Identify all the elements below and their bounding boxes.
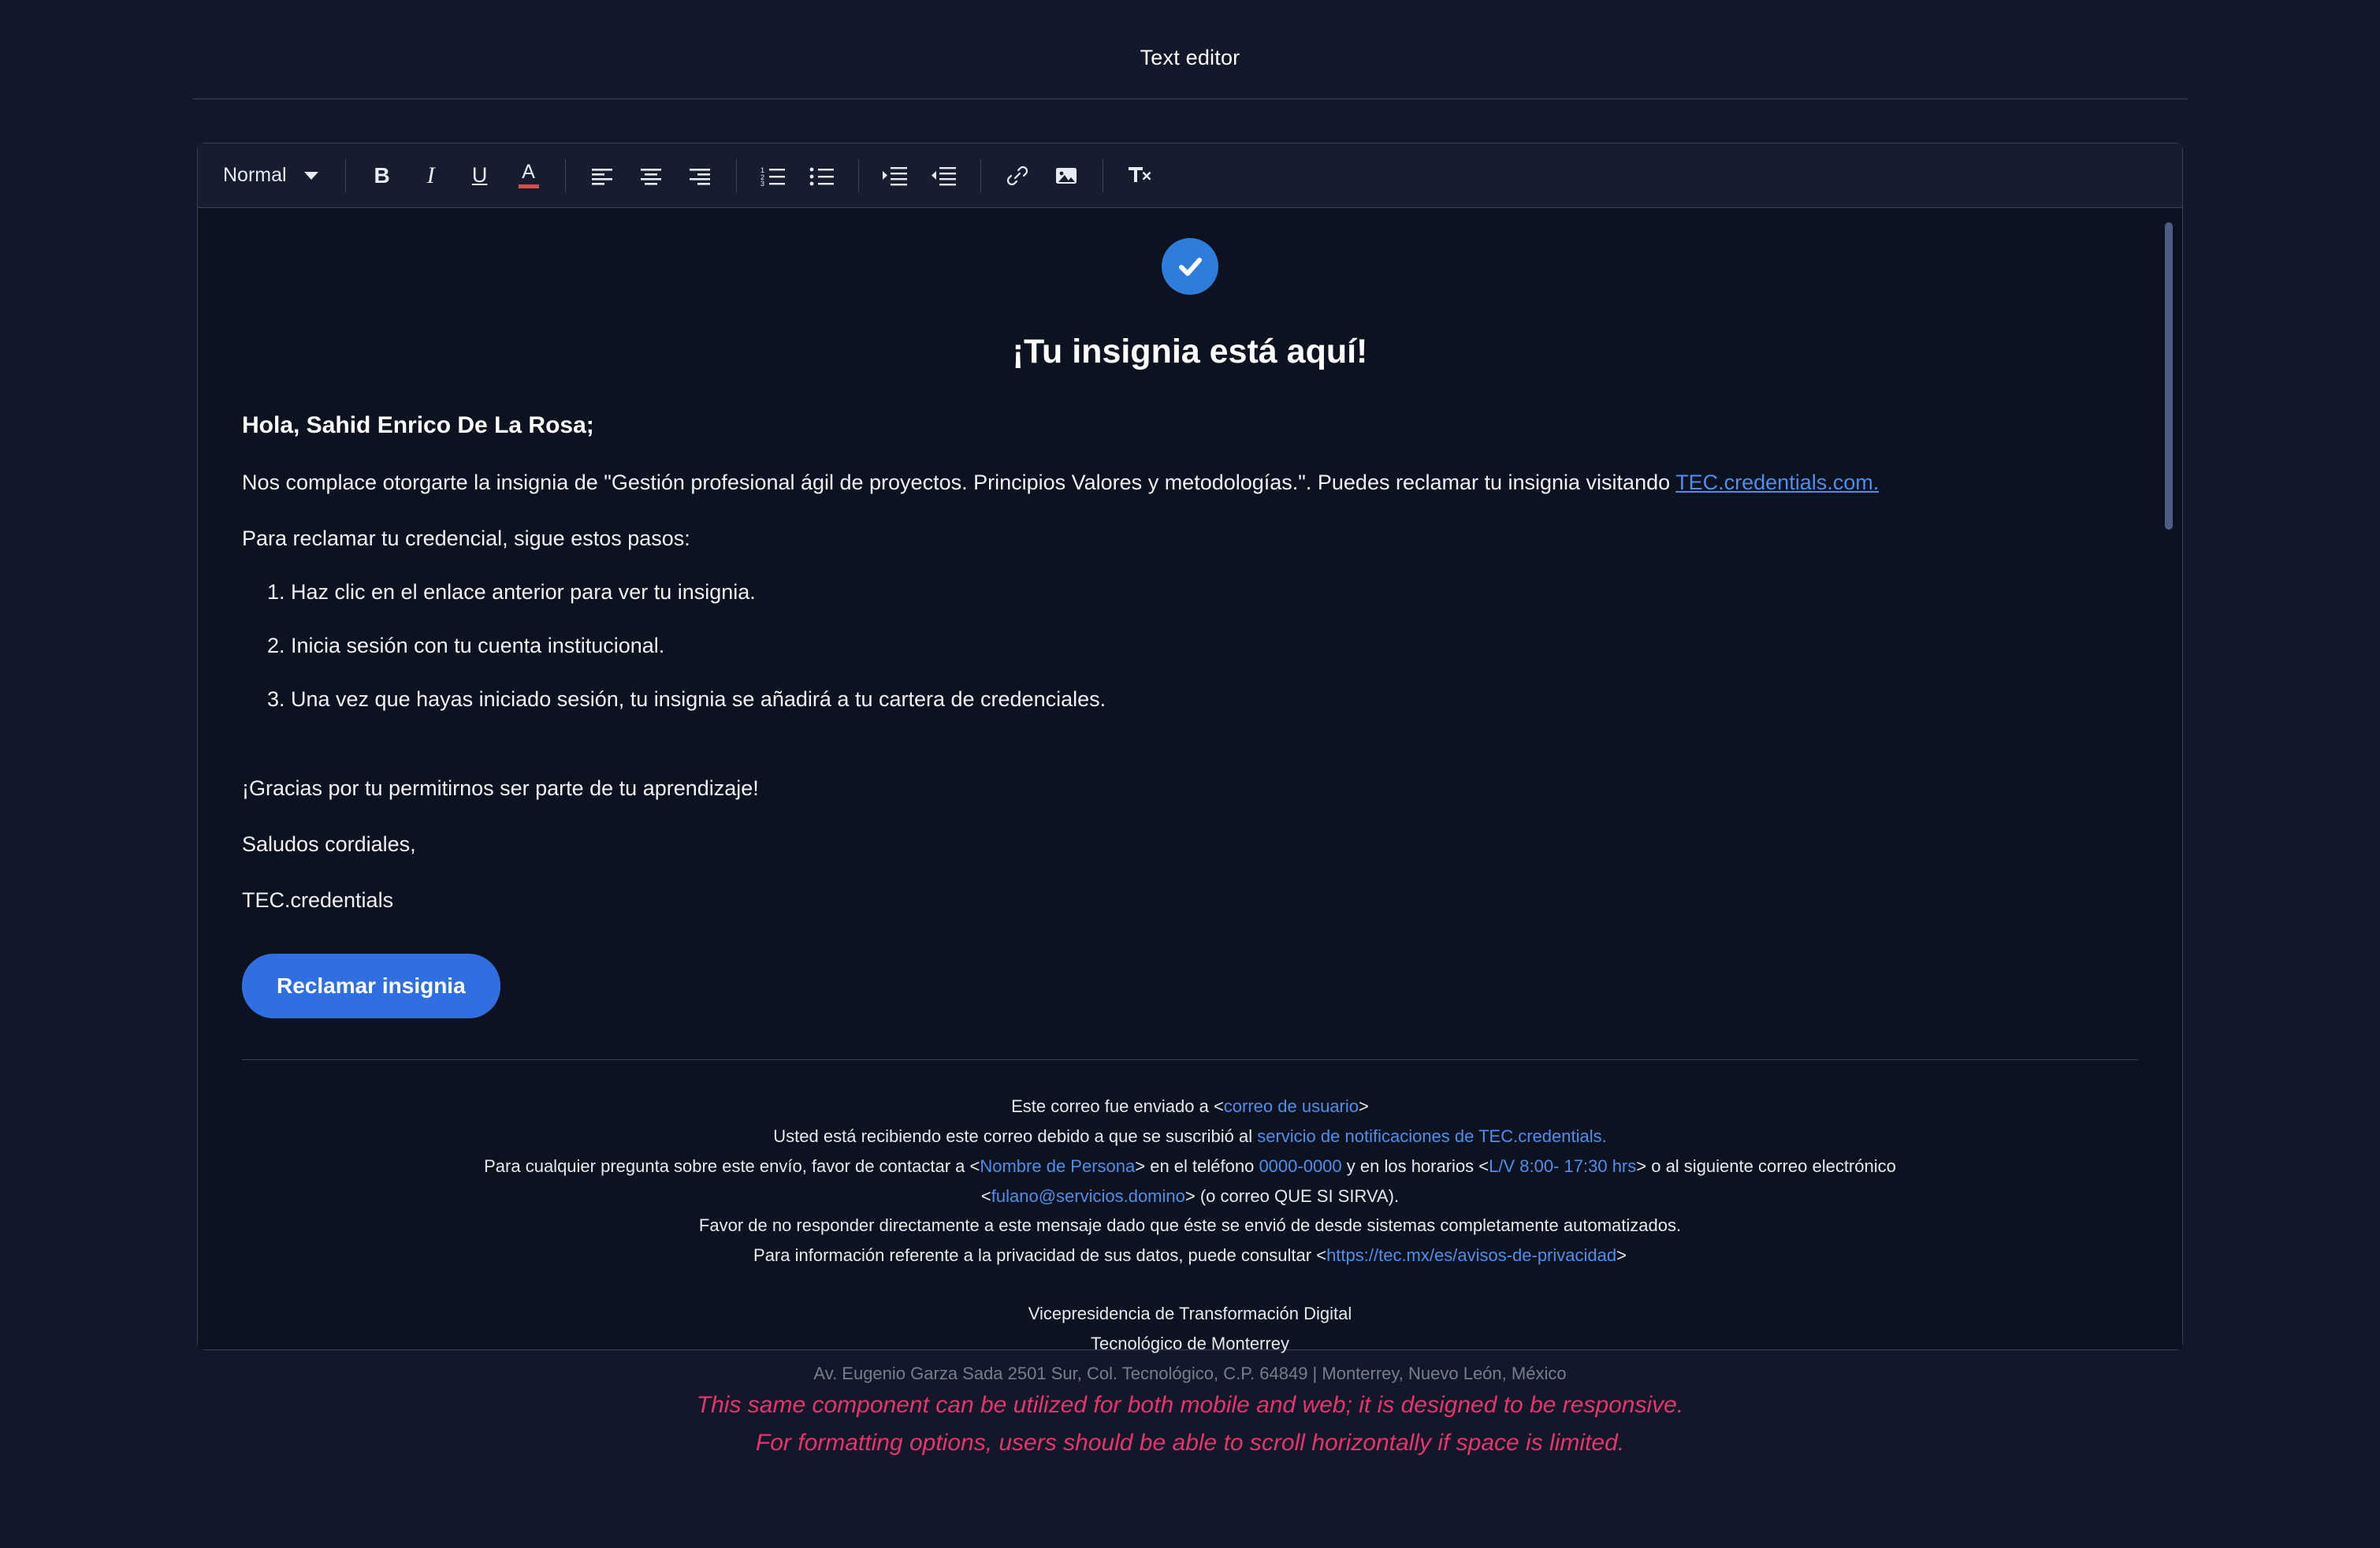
list-item: 2. Inicia sesión con tu cuenta institucional.: [291, 631, 2138, 661]
email-content-area[interactable]: [198, 208, 2182, 1383]
page-header: [0, 0, 2380, 70]
toolbar-separator: [980, 159, 981, 192]
footer-org-3: Av. Eugenio Garza Sada 2501 Sur, Col. Tecnológico, C.P. 64849 | Monterrey, Nuevo León, México: [813, 1363, 1567, 1383]
footer-line-1: [242, 1092, 2138, 1122]
insert-link-button[interactable]: [997, 155, 1038, 196]
footer-text: > en el teléfono: [1135, 1155, 1259, 1176]
toolbar-separator: [736, 159, 737, 192]
email-footer: [242, 1092, 2138, 1388]
contact-person-link[interactable]: Nombre de Persona: [980, 1155, 1136, 1176]
toolbar-group-insert: [997, 155, 1087, 196]
text-editor: [197, 143, 2183, 1383]
privacy-notice-link[interactable]: https://tec.mx/es/avisos-de-privacidad: [1326, 1245, 1617, 1266]
footer-text: Para información referente a la privacidad de sus datos, puede consultar <: [753, 1245, 1327, 1266]
list-item: 3. Una vez que hayas iniciado sesión, tu insignia se añadirá a tu cartera de credenciales.: [291, 685, 2138, 715]
toolbar-group-indent: [875, 155, 965, 196]
footer-line-6: [242, 1241, 2138, 1271]
footer-text: >: [1359, 1096, 1369, 1117]
block-style-dropdown[interactable]: [215, 155, 329, 196]
toolbar-separator: [345, 159, 346, 192]
indent-decrease-button[interactable]: [924, 155, 965, 196]
ordered-list-button[interactable]: [753, 155, 794, 196]
list-item: 1. Haz clic en el enlace anterior para ver tu insignia.: [291, 578, 2138, 608]
footer-text: <: [980, 1185, 991, 1206]
email-steps-list: [242, 578, 2138, 714]
indent-increase-button[interactable]: [875, 155, 916, 196]
footer-org-2: Tecnológico de Monterrey: [1091, 1333, 1289, 1353]
footer-divider: [242, 1059, 2138, 1060]
italic-button[interactable]: I: [426, 162, 435, 188]
footer-text: y en los horarios <: [1341, 1155, 1489, 1176]
email-steps-lead: Para reclamar tu credencial, sigue estos pasos:: [242, 527, 690, 551]
block-style-label: Normal: [223, 164, 287, 186]
claim-badge-button[interactable]: Reclamar insignia: [242, 954, 500, 1018]
editor-scrollbar-thumb[interactable]: [2165, 222, 2173, 530]
toolbar-group-lists: [753, 155, 842, 196]
footer-text: Usted está recibiendo este correo debido a que se suscribió al: [773, 1126, 1258, 1146]
footer-text: Este correo fue enviado a <: [1011, 1096, 1224, 1117]
toolbar-group-text: [362, 155, 549, 196]
editor-toolbar: [198, 143, 2182, 208]
footer-line-2: [242, 1122, 2138, 1152]
insert-image-button[interactable]: [1046, 155, 1087, 196]
chevron-down-icon: [304, 172, 318, 180]
bullet-list-button[interactable]: [801, 155, 842, 196]
footer-line-3: [242, 1152, 2138, 1181]
align-center-button[interactable]: [630, 155, 671, 196]
credentials-link[interactable]: TEC.credentials.com.: [1675, 471, 1880, 494]
footer-text: > o al siguiente correo electrónico: [1636, 1155, 1896, 1176]
notifications-service-link[interactable]: servicio de notificaciones de TEC.credentials.: [1257, 1126, 1607, 1146]
user-email-link[interactable]: correo de usuario: [1223, 1096, 1359, 1117]
design-note: [197, 1386, 2183, 1462]
toolbar-group-align: [582, 155, 720, 196]
text-color-button[interactable]: A: [508, 155, 549, 196]
email-thanks: ¡Gracias por tu permitirnos ser parte de tu aprendizaje!: [242, 776, 759, 800]
design-note-line-1: This same component can be utilized for both mobile and web; it is designed to be responsive.: [696, 1392, 1684, 1418]
phone-link[interactable]: 0000-0000: [1259, 1155, 1342, 1176]
office-hours-link[interactable]: L/V 8:00- 17:30 hrs: [1489, 1155, 1637, 1176]
svg-text:2: 2: [760, 173, 764, 181]
clear-formatting-button[interactable]: [1119, 155, 1160, 196]
contact-email-link[interactable]: fulano@servicios.domino: [991, 1185, 1185, 1206]
svg-text:3: 3: [760, 179, 764, 188]
footer-line-4: [242, 1181, 2138, 1211]
toolbar-separator: [858, 159, 859, 192]
toolbar-separator: [565, 159, 566, 192]
email-greeting: Hola, Sahid Enrico De La Rosa;: [242, 412, 594, 438]
underline-button[interactable]: U: [471, 163, 488, 187]
email-intro-paragraph: [242, 467, 2138, 498]
footer-text: Para cualquier pregunta sobre este envío, favor de contactar a <: [484, 1155, 980, 1176]
check-circle-icon: [1162, 238, 1218, 295]
email-intro-text: Nos complace otorgarte la insignia de "Gestión profesional ágil de proyectos. Principios Valores y metodologías.". Puedes reclamar tu insignia visitando: [242, 471, 1676, 494]
footer-text: > (o correo QUE SI SIRVA).: [1184, 1185, 1400, 1206]
page-title: Text editor: [1140, 46, 1240, 69]
bold-button[interactable]: B: [374, 162, 390, 188]
email-signature: TEC.credentials: [242, 887, 394, 912]
footer-org-1: Vicepresidencia de Transformación Digital: [1028, 1304, 1352, 1324]
design-note-line-2: For formatting options, users should be able to scroll horizontally if space is limited.: [755, 1430, 1625, 1456]
svg-text:1: 1: [760, 166, 764, 174]
align-right-button[interactable]: [679, 155, 720, 196]
email-regards: Saludos cordiales,: [242, 832, 416, 856]
email-heading: ¡Tu insignia está aquí!: [1012, 333, 1368, 370]
footer-text: >: [1616, 1245, 1627, 1266]
footer-line-5: Favor de no responder directamente a este mensaje dado que éste se envió de desde sistemas completamente automatizados.: [698, 1215, 1682, 1236]
align-left-button[interactable]: [582, 155, 623, 196]
